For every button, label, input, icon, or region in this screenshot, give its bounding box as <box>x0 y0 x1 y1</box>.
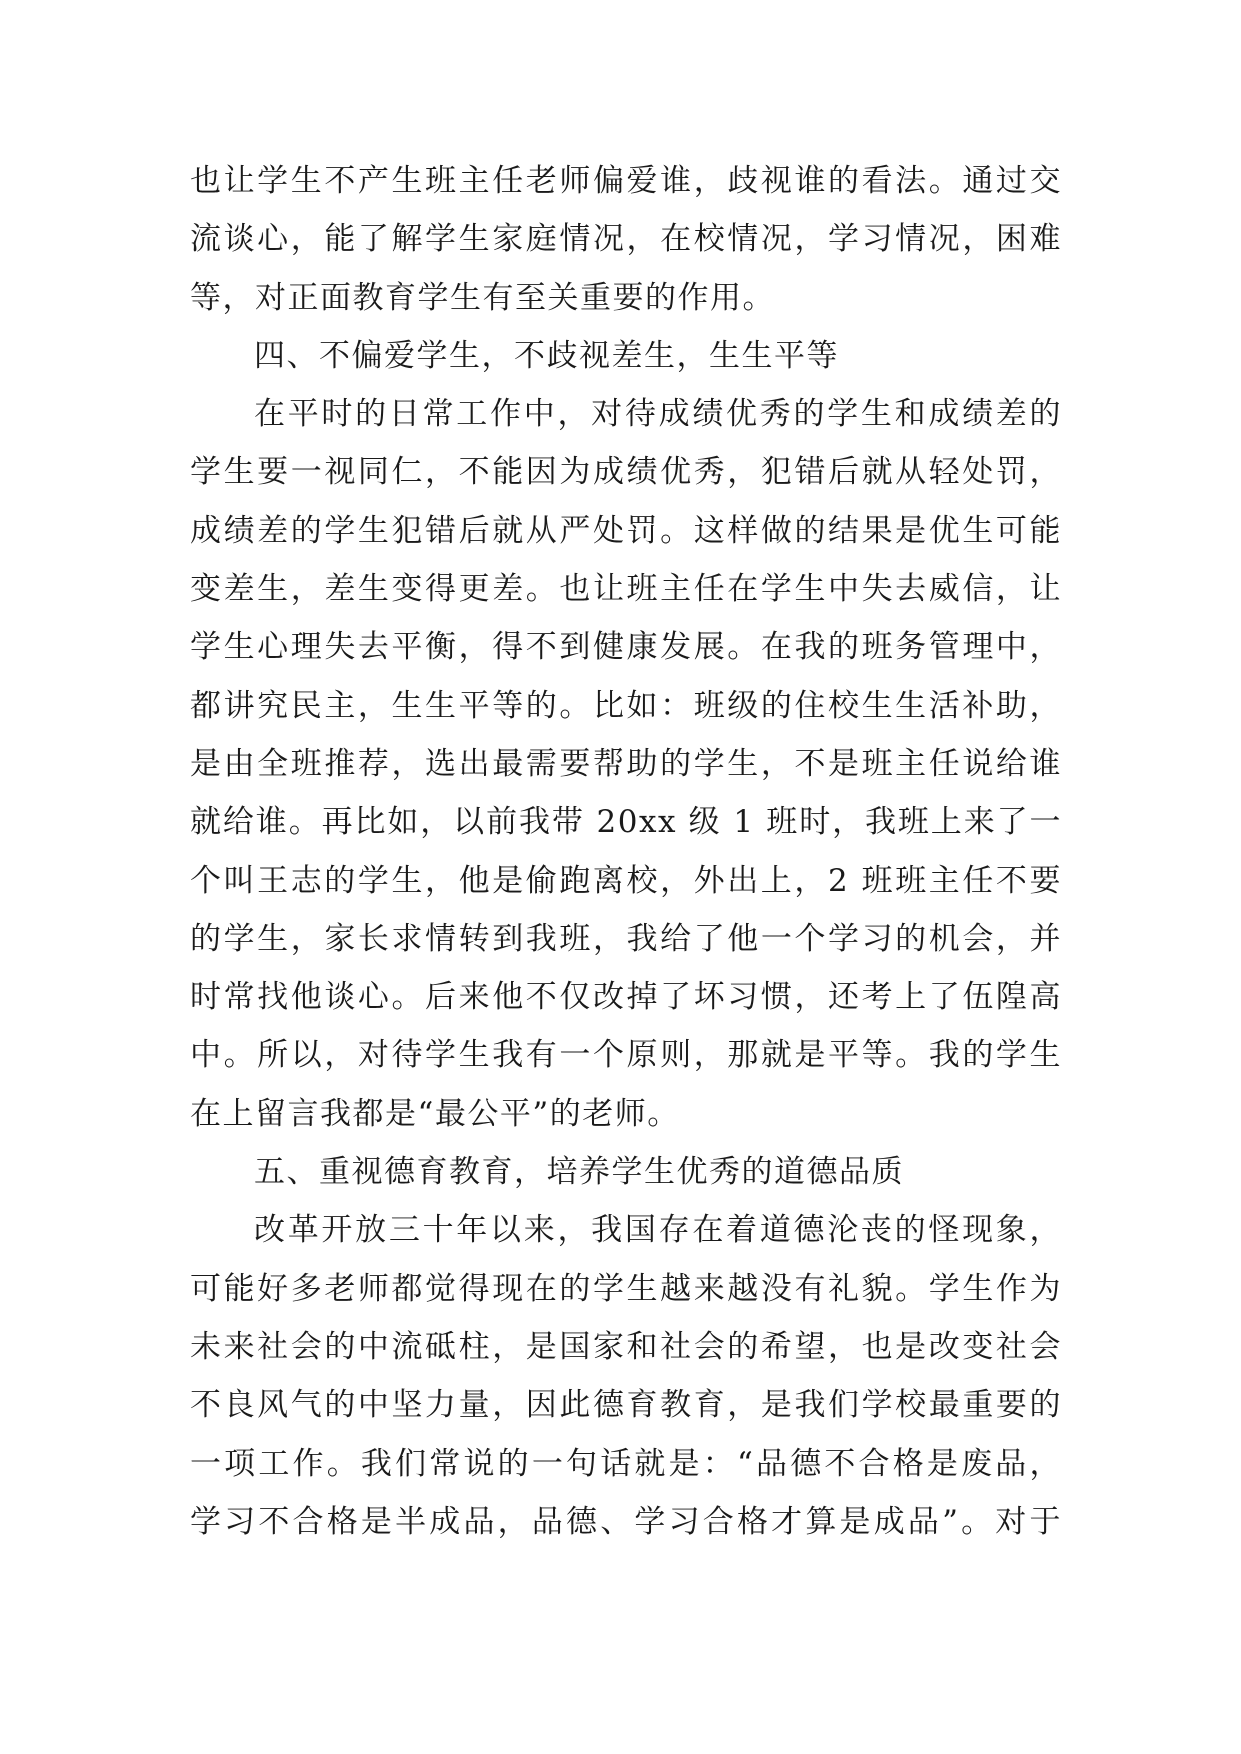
text-line: 流谈心，能了解学生家庭情况，在校情况，学习情况，困难 <box>190 221 1062 258</box>
text-line: 就给谁。再比如，以前我带 20xx 级 1 班时，我班上来了一 <box>190 804 1062 841</box>
text-line: 等，对正面教育学生有至关重要的作用。 <box>190 279 775 316</box>
text-line: 都讲究民主，生生平等的。比如：班级的住校生生活补助， <box>190 687 1062 724</box>
section-heading-5: 五、重视德育教育，培养学生优秀的道德品质 <box>254 1154 904 1191</box>
text-line: 学习不合格是半成品，品德、学习合格才算是成品”。对于 <box>190 1503 1062 1540</box>
text-line: 变差生，差生变得更差。也让班主任在学生中失去威信，让 <box>190 571 1062 608</box>
text-line: 一项工作。我们常说的一句话就是：“品德不合格是废品， <box>190 1445 1062 1482</box>
text-line: 不良风气的中坚力量，因此德育教育，是我们学校最重要的 <box>190 1387 1062 1424</box>
text-line: 学生要一视同仁，不能因为成绩优秀，犯错后就从轻处罚， <box>190 454 1062 491</box>
text-line: 时常找他谈心。后来他不仅改掉了坏习惯，还考上了伍隍高 <box>190 979 1062 1016</box>
text-line: 学生心理失去平衡，得不到健康发展。在我的班务管理中， <box>190 629 1062 666</box>
text-line: 改革开放三十年以来，我国存在着道德沦丧的怪现象， <box>254 1212 1062 1249</box>
text-line: 成绩差的学生犯错后就从严处罚。这样做的结果是优生可能 <box>190 512 1062 549</box>
section-heading-4: 四、不偏爱学生，不歧视差生，生生平等 <box>254 337 839 374</box>
text-line: 的学生，家长求情转到我班，我给了他一个学习的机会，并 <box>190 920 1062 957</box>
text-line: 也让学生不产生班主任老师偏爱谁，歧视谁的看法。通过交 <box>190 163 1062 199</box>
text-line: 中。所以，对待学生我有一个原则，那就是平等。我的学生 <box>190 1037 1062 1074</box>
text-line: 可能好多老师都觉得现在的学生越来越没有礼貌。学生作为 <box>190 1270 1062 1307</box>
body-text <box>190 152 1062 1551</box>
text-line: 个叫王志的学生，他是偷跑离校，外出上，2 班班主任不要 <box>190 862 1062 899</box>
text-line: 在上留言我都是“最公平”的老师。 <box>190 1095 680 1132</box>
text-line: 是由全班推荐，选出最需要帮助的学生，不是班主任说给谁 <box>190 745 1062 782</box>
text-line: 在平时的日常工作中，对待成绩优秀的学生和成绩差的 <box>254 396 1062 433</box>
text-line: 未来社会的中流砥柱，是国家和社会的希望，也是改变社会 <box>190 1328 1062 1365</box>
